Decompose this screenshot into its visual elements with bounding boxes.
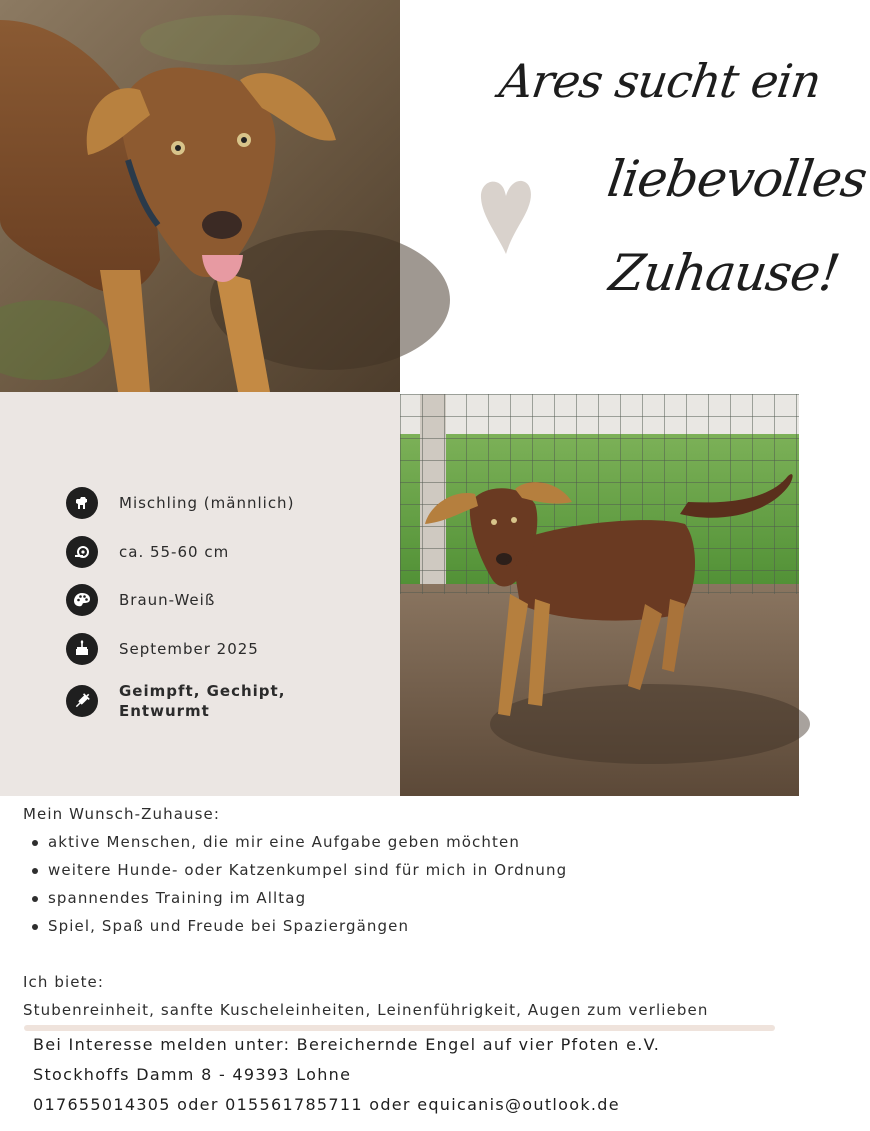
- syringe-icon: [66, 685, 98, 717]
- fact-birth: [66, 633, 339, 665]
- headline-line-1: Ares sucht ein: [496, 54, 824, 108]
- dog-standing-photo: [400, 394, 799, 796]
- offer-section: [23, 968, 793, 1024]
- wish-list: [23, 828, 783, 940]
- wish-item: aktive Menschen, die mir eine Aufgabe geben möchten: [23, 828, 783, 856]
- fact-health-text: Geimpft, Gechipt, Entwurmt: [119, 682, 286, 720]
- fact-health: [66, 681, 339, 721]
- dog-icon: [66, 487, 98, 519]
- headline-line-3: Zuhause!: [605, 244, 843, 302]
- contact-phone-email: 017655014305 oder 015561785711 oder equicanis@outlook.de: [33, 1095, 620, 1114]
- fact-height-text: ca. 55-60 cm: [119, 543, 230, 561]
- fact-birth-text: September 2025: [119, 640, 259, 658]
- offer-heading: Ich biete:: [23, 973, 105, 991]
- fact-height: [66, 536, 339, 568]
- fact-color: [66, 584, 339, 616]
- fact-breed: [66, 487, 339, 519]
- dog-portrait-photo: [0, 0, 400, 392]
- wish-heading: Mein Wunsch-Zuhause:: [23, 805, 220, 823]
- contact-section: [33, 1030, 793, 1120]
- tape-measure-icon: [66, 536, 98, 568]
- headline-line-2: liebevolles: [603, 150, 870, 208]
- fact-breed-text: Mischling (männlich): [119, 494, 295, 512]
- fact-color-text: Braun-Weiß: [119, 591, 216, 609]
- wish-item: weitere Hunde- oder Katzenkumpel sind für mich in Ordnung: [23, 856, 783, 884]
- palette-icon: [66, 584, 98, 616]
- contact-address: Stockhoffs Damm 8 - 49393 Lohne: [33, 1065, 352, 1084]
- wish-item: Spiel, Spaß und Freude bei Spaziergängen: [23, 912, 783, 940]
- wish-item: spannendes Training im Alltag: [23, 884, 783, 912]
- offer-text: Stubenreinheit, sanfte Kuscheleinheiten, Leinenführigkeit, Augen zum verlieben: [23, 1001, 709, 1019]
- heart-icon: [478, 176, 534, 256]
- contact-organization: Bei Interesse melden unter: Bereichernde Engel auf vier Pfoten e.V.: [33, 1035, 661, 1054]
- birthday-cake-icon: [66, 633, 98, 665]
- wish-section: [23, 800, 783, 940]
